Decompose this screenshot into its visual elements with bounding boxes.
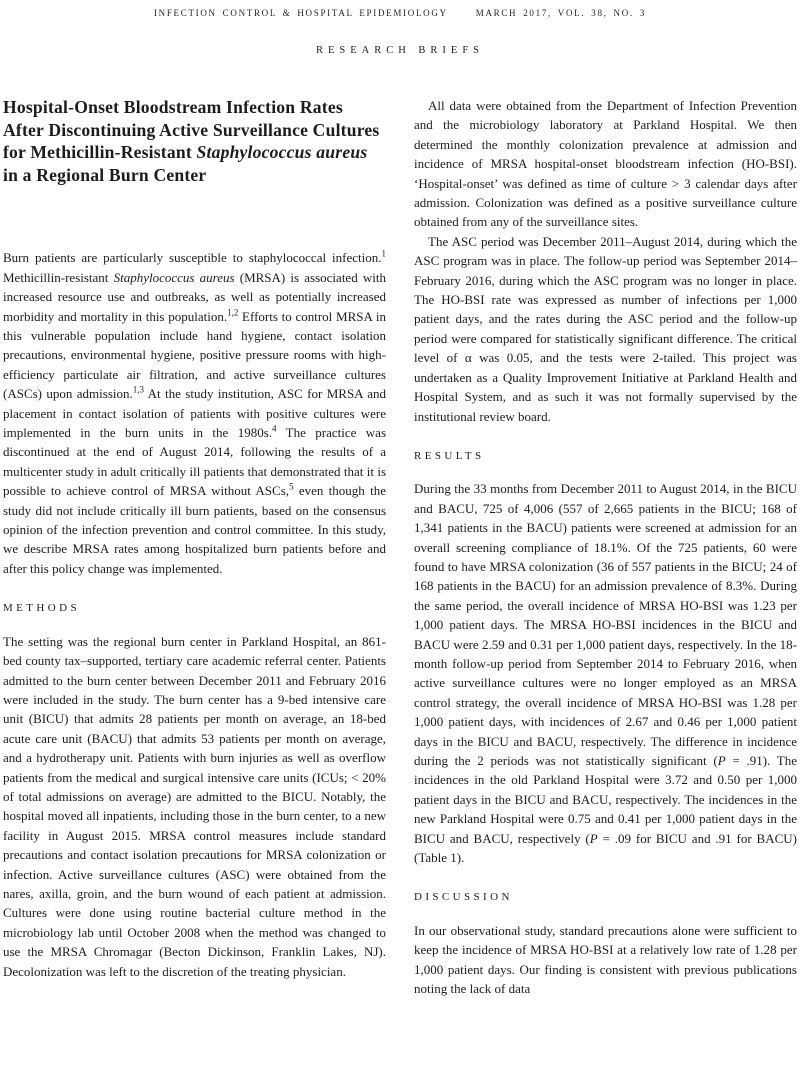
article-title: Hospital-Onset Bloodstream Infection Rates After Discontinuing Active Surveillance Cultures for Methicillin-Resistant Staphylococcus aureus in a Regional Burn Center [3, 97, 380, 185]
journal-masthead [3, 8, 797, 18]
results-heading: RESULTS [414, 449, 485, 462]
section-header: RESEARCH BRIEFS [315, 45, 485, 56]
methods-heading: METHODS [3, 602, 80, 615]
data-sources-paragraph: All data were obtained from the Department of Infection Prevention and the microbiology laboratory at Parkland Hospital. We then determined the monthly colonization prevalence at admission and incidence of MRSA hospital-onset bloodstream infection (HO-BSI). ‘Hospital-onset’ was defined as time of culture > 3 calendar days after admission. Colonization was defined as a positive surveillance culture obtained from any of the surveillance sites. [414, 98, 797, 230]
discussion-heading: DISCUSSION [414, 891, 513, 904]
methods-paragraph: The setting was the regional burn center in Parkland Hospital, an 861-bed county tax–supported, tertiary care academic referral center. Patients admitted to the burn center between December 2011 and February 2016 were included in the study. The burn center has a 9-bed intensive care unit (BICU) that admits 28 patients per month on average, an 18-bed acute care unit (BACU) that admits 53 patients per month on average, and a hydrotherapy unit. Patients with burn injuries as well as overflow patients from the medical and surgical intensive care units (ICUs; < 20% of total admissions on average) are admitted to the BICU. Notably, the hospital moved all inpatients, including those in the burn center, to a new facility in August 2015. MRSA control measures include standard precautions and contact isolation precautions for MRSA colonization or infection. Active surveillance cultures (ASC) were obtained from the nares, axilla, groin, and the burn wound of each patient at admission. Cultures were done using routine bacterial culture method in the microbiology lab until October 2008 when the method was changed to use the MRSA Chromagar (Becton Dickinson, Franklin Lakes, NJ). Decolonization was left to the discretion of the treating physician. [3, 633, 386, 979]
article-body [3, 96, 797, 998]
right-column [414, 96, 797, 998]
discussion-paragraph: In our observational study, standard precautions alone were sufficient to keep the incidence of MRSA HO-BSI at a relatively low rate of 1.28 per 1,000 patient days. Our finding is consistent with previous publications noting the lack of data [414, 922, 797, 997]
results-paragraph: During the 33 months from December 2011 to August 2014, in the BICU and BACU, 725 of 4,006 (557 of 2,665 patients in the BICU; 168 of 1,341 patients in the BACU) patients were screened at admission for an overall screening compliance of 18.1%. Of the 725 patients, 60 were found to have MRSA colonization (36 of 557 patients in the BICU; 24 of 168 patients in the BACU) for an admission prevalence of 8.3%. During the same period, the overall incidence of MRSA HO-BSI was 1.23 per 1,000 patient days. The MRSA HO-BSI incidences in the BICU and BACU were 2.59 and 0.31 per 1,000 patient days, respectively. In the 18-month follow-up period from September 2014 to February 2016, when active surveillance cultures were no longer employed as an MRSA control strategy, the overall incidence of MRSA HO-BSI was 1.28 per 1,000 patient days, with incidences of 2.67 and 0.46 per 1,000 patient days in the BICU and BACU, respectively. The difference in incidence during the 2 periods was not statistically significant (P = .91). The incidences in the old Parkland Hospital were 3.72 and 0.50 per 1,000 patient days in the BICU and BACU, respectively. The incidences in the new Parkland Hospital were 0.75 and 0.41 per 1,000 patient days in the BICU and BACU, respectively (P = .09 for BICU and .91 for BACU) (Table 1). [414, 481, 797, 866]
journal-issue-info: MARCH 2017, VOL. 38, NO. 3 [475, 8, 647, 18]
intro-paragraph: Burn patients are particularly susceptible to staphylococcal infection.$^1$ Methicillin-resistant Staphylococcus aureus (MRSA) is associated with increased resource use and outbreaks, as well as potentially increased morbidity and mortality in this population.$^{1,2}$ Efforts to control MRSA in this vulnerable population include hand hygiene, contact isolation precautions, environmental hygiene, positive pressure rooms with high-efficiency particulate air filtration, and active surveillance cultures (ASCs) upon admission.$^{1,3}$ At the study institution, ASC for MRSA and placement in contact isolation of patients with positive cultures were implemented in the burn units in the 1980s.$^4$ The practice was discontinued at the end of August 2014, following the results of a multicenter study in adult critically ill patients that demonstrated that it is possible to achieve control of MRSA without ASCs,$^5$ even though the study did not include critically ill burn patients, based on the consensus opinion of the infection prevention and control committee. In this study, we describe MRSA rates among hospitalized burn patients before and after this policy change was implemented. [3, 249, 387, 576]
journal-name: INFECTION CONTROL & HOSPITAL EPIDEMIOLOGY [153, 8, 448, 18]
study-periods-paragraph: The ASC period was December 2011–August 2014, during which the ASC program was in place. The follow-up period was September 2014–February 2016, during which the ASC program was no longer in place. The HO-BSI rate was expressed as number of infections per 1,000 patient days, and the rates during the ASC period and the follow-up period were compared for statistically significant difference. The critical level of α was 0.05, and the tests were 2-tailed. This project was undertaken as a Quality Improvement Initiative at Parkland Health and Hospital System, and as such it was not formally supervised by the institutional review board. [414, 233, 797, 424]
left-column [3, 96, 386, 998]
